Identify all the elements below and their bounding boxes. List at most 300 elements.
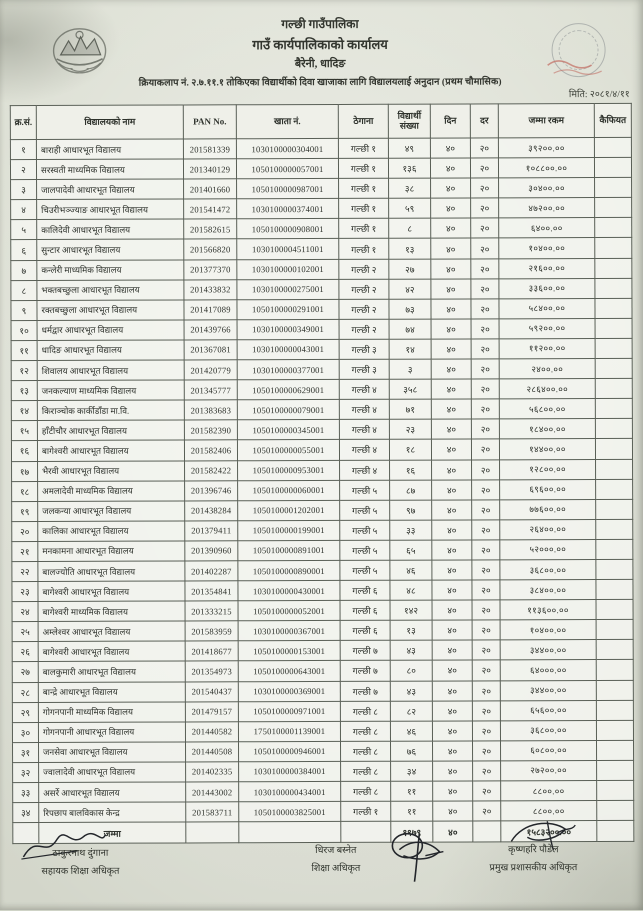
table-cell: २८६४००.००: [499, 379, 595, 399]
table-cell: २०: [472, 721, 500, 741]
table-cell: ३०: [12, 722, 38, 742]
table-cell: ८८००.००: [501, 801, 597, 821]
table-cell: बाराही आधारभूत विद्यालय: [36, 139, 183, 160]
table-cell: 201417089: [184, 300, 237, 320]
table-cell: धर्मद्वार आधारभूत विद्यालय: [37, 320, 184, 341]
table-cell: २६: [12, 642, 38, 662]
table-cell: ३३६००.००: [499, 278, 595, 298]
table-row: [11, 338, 632, 360]
table-cell: ८८००.००: [501, 781, 597, 801]
table-row: [13, 740, 634, 762]
table-cell: 201438284: [185, 500, 238, 520]
table-cell: 201439766: [184, 320, 237, 340]
column-header: क्र.सं.: [10, 105, 36, 139]
table-cell: ४०: [432, 560, 472, 580]
table-cell: 1050100000953001: [238, 460, 340, 480]
table-cell: ४०: [432, 600, 472, 620]
table-cell: [595, 258, 632, 278]
table-cell: 201418677: [185, 641, 238, 661]
table-cell: ४०: [431, 379, 471, 399]
table-cell: गल्छी ५: [340, 500, 390, 520]
table-row: [13, 780, 634, 802]
table-cell: जनकल्याण माध्यमिक विद्यालय: [37, 380, 184, 401]
table-cell: २०: [472, 741, 500, 761]
office-name: गाउँ कार्यपालिकाको कार्यालय: [252, 36, 388, 53]
table-cell: ४२: [389, 279, 431, 299]
table-cell: २७: [12, 662, 38, 682]
table-cell: 201396746: [185, 480, 238, 500]
table-cell: [596, 640, 633, 660]
table-cell: १३६: [388, 158, 430, 178]
table-cell: गल्छी २: [339, 279, 389, 299]
table-cell: 201540437: [185, 681, 238, 701]
table-cell: अमलादेवी माध्यमिक विद्यालय: [38, 481, 185, 502]
table-cell: [595, 379, 632, 399]
table-cell: जनसेवा आधारभूत विद्यालय: [39, 742, 186, 763]
column-header: कैफियत: [594, 103, 631, 137]
table-cell: गोगनपानी माध्यमिक विद्यालय: [38, 702, 185, 723]
table-cell: ४०: [431, 178, 471, 198]
table-cell: ६९६००.००: [500, 479, 596, 499]
table-cell: ४०: [432, 580, 472, 600]
table-cell: ३: [389, 359, 431, 379]
table-row: [11, 258, 632, 280]
table-cell: गल्छी ४: [339, 440, 389, 460]
table-cell: 201354973: [185, 661, 238, 681]
table-cell: ४६: [390, 560, 432, 580]
column-header: जम्मा रकम: [498, 104, 594, 138]
table-cell: गोगनपानी आधारभूत विद्यालय: [38, 722, 185, 743]
table-cell: 201367081: [184, 340, 237, 360]
table-cell: [597, 780, 634, 800]
table-cell: २४: [12, 602, 38, 622]
table-cell: २०: [472, 500, 500, 520]
total-amount: १५८३२००.००: [501, 821, 597, 842]
table-cell: गल्छी ५: [340, 560, 390, 580]
table-cell: २०: [472, 640, 500, 660]
table-cell: गल्छी १: [339, 219, 389, 239]
municipality-name: गल्छी गाउँपालिका: [281, 16, 359, 32]
table-cell: गल्छी १: [339, 178, 389, 198]
table-cell: गल्छी १: [338, 138, 388, 158]
table-cell: कालिदेवी आधारभूत विद्यालय: [37, 219, 184, 240]
table-cell: ४०: [432, 660, 472, 680]
table-row: [12, 600, 633, 622]
table-cell: बागेश्वरी आधारभूत विद्यालय: [37, 440, 184, 461]
table-cell: गल्छी ५: [340, 480, 390, 500]
table-row: [12, 459, 633, 481]
office-address: बैरेनी, धादिङ: [294, 57, 346, 70]
column-header: ठेगाना: [338, 104, 388, 138]
table-cell: 201582406: [184, 440, 237, 460]
table-cell: 1030100000374001: [237, 199, 339, 219]
table-cell: १३: [389, 239, 431, 259]
table-cell: 201582615: [184, 219, 237, 239]
table-cell: [596, 600, 633, 620]
table-cell: [595, 439, 632, 459]
table-cell: १४: [389, 339, 431, 359]
table-cell: २३: [12, 582, 38, 602]
table-cell: १३: [11, 381, 37, 401]
table-row: [11, 318, 632, 340]
table-cell: गल्छी ८: [341, 761, 391, 781]
table-cell: ४०: [432, 540, 472, 560]
table-cell: [595, 218, 632, 238]
table-cell: २: [10, 160, 36, 180]
table-cell: गल्छी ६: [340, 580, 390, 600]
table-cell: २०: [472, 580, 500, 600]
activity-title: क्रियाकलाप नं. २.७.११.१ तोकिएका विद्यार्थीको दिवा खाजाका लागि विद्यालयलाई अनुदान (प्रथम चौमासिक): [138, 77, 502, 90]
table-cell: ४०: [431, 439, 471, 459]
signatory-right: [489, 845, 577, 875]
table-cell: २०: [472, 680, 500, 700]
org-header: [0, 17, 642, 91]
table-cell: २०: [472, 660, 500, 680]
table-cell: २०: [471, 379, 499, 399]
table-cell: [595, 298, 632, 318]
table-cell: [595, 178, 632, 198]
table-cell: 201582422: [185, 460, 238, 480]
table-cell: [596, 720, 633, 740]
table-cell: ३६८००.००: [500, 560, 596, 580]
table-cell: रक्तबच्छुला आधारभूत विद्यालय: [37, 300, 184, 321]
table-cell: ५२०००.००: [500, 539, 596, 559]
table-cell: ९७: [390, 500, 432, 520]
table-cell: गल्छी ८: [340, 721, 390, 741]
table-cell: 1030100000304001: [236, 138, 338, 158]
table-cell: ७४: [389, 319, 431, 339]
table-cell: ४०: [432, 681, 472, 701]
table-cell: 1050100000153001: [238, 641, 340, 661]
table-cell: २४००.००: [499, 359, 595, 379]
table-cell: ११२००.००: [499, 338, 595, 358]
table-cell: २६४००.००: [500, 519, 596, 539]
table-cell: गल्छी १: [338, 158, 388, 178]
table-cell: ३९२००.००: [498, 138, 594, 158]
table-cell: 201340129: [183, 159, 236, 179]
table-cell: गल्छी ८: [340, 741, 390, 761]
table-cell: 201479157: [185, 701, 238, 721]
table-cell: [596, 519, 633, 539]
table-cell: १६: [11, 441, 37, 461]
table-cell: 201583711: [186, 802, 239, 822]
table-row: [12, 519, 633, 541]
column-header: विद्यार्थी संख्या: [388, 104, 430, 138]
table-cell: 1050100000890001: [238, 560, 340, 580]
table-cell: धादिङ आधारभूत विद्यालय: [37, 340, 184, 361]
table-cell: २०: [471, 258, 499, 278]
table-cell: 1030100000434001: [239, 781, 341, 801]
table-row: [12, 720, 633, 742]
table-cell: १२८००.००: [500, 459, 596, 479]
table-cell: २०: [471, 439, 499, 459]
table-cell: ४०: [432, 701, 472, 721]
table-cell: २९: [12, 702, 38, 722]
table-cell: ३६८००.००: [500, 720, 596, 740]
signatory-middle: [311, 846, 360, 876]
table-cell: १६: [390, 460, 432, 480]
table-cell: [595, 358, 632, 378]
table-cell: ११: [11, 340, 37, 360]
table-cell: २०: [471, 339, 499, 359]
table-cell: गल्छी २: [339, 299, 389, 319]
table-cell: [595, 338, 632, 358]
table-cell: बागेश्वरी आधारभूत विद्यालय: [38, 641, 185, 662]
table-cell: [596, 620, 633, 640]
table-cell: २०: [473, 801, 501, 821]
table-cell: १२: [11, 361, 37, 381]
table-cell: 1050100000345001: [237, 420, 339, 440]
table-cell: [595, 278, 632, 298]
table-row: [12, 539, 633, 561]
table-cell: ३४: [391, 761, 433, 781]
table-cell: गल्छी २: [339, 259, 389, 279]
table-cell: ४०: [432, 480, 472, 500]
table-cell: कन्लेरी माध्यमिक विद्यालय: [37, 260, 184, 281]
table-cell: १८४००.००: [499, 419, 595, 439]
table-cell: 201333215: [185, 601, 238, 621]
table-cell: असर्रे आधारभूत विद्यालय: [39, 782, 186, 803]
table-cell: गल्छी ८: [341, 781, 391, 801]
table-cell: 201401660: [184, 179, 237, 199]
table-cell: ५: [11, 220, 37, 240]
signatory-left: [41, 849, 119, 879]
table-cell: ४०: [430, 138, 470, 158]
table-row: [11, 178, 632, 200]
table-cell: ५८४००.००: [499, 298, 595, 318]
table-cell: ११: [391, 781, 433, 801]
table-cell: 1030100000369001: [238, 681, 340, 701]
column-header: PAN No.: [183, 105, 236, 139]
signatory-name: धिरज बस्नेत: [315, 845, 357, 857]
table-cell: ११: [391, 801, 433, 821]
schools-table: [10, 103, 635, 844]
table-cell: १७: [12, 461, 38, 481]
table-cell: गल्छी ६: [340, 621, 390, 641]
table-cell: बागेश्वरी माध्यमिक विद्यालय: [38, 601, 185, 622]
table-row: [12, 559, 633, 581]
table-cell: ४०: [430, 158, 470, 178]
table-cell: गल्छी ६: [340, 600, 390, 620]
table-body: [10, 137, 633, 822]
table-cell: ३४: [13, 803, 39, 823]
table-cell: [594, 158, 631, 178]
table-cell: १४४००.००: [499, 439, 595, 459]
table-cell: ४०: [431, 339, 471, 359]
table-cell: गल्छी ४: [339, 399, 389, 419]
table-cell: २८: [12, 682, 38, 702]
table-cell: कालिका आधारभूत विद्यालय: [38, 521, 185, 542]
table-row: [11, 399, 632, 421]
table-cell: [595, 318, 632, 338]
table-cell: 1030100000377001: [237, 359, 339, 379]
table-cell: 1750100001139001: [238, 721, 340, 741]
table-cell: २०: [472, 600, 500, 620]
table-cell: २०: [470, 138, 498, 158]
table-cell: १०: [11, 320, 37, 340]
table-cell: ४७२००.००: [499, 198, 595, 218]
table-cell: ३०४००.००: [499, 178, 595, 198]
table-cell: ४०: [431, 259, 471, 279]
table-cell: ४३: [390, 640, 432, 660]
table-cell: भक्तबच्छुला आधारभूत विद्यालय: [37, 280, 184, 301]
table-cell: ४०: [433, 761, 473, 781]
table-cell: १: [10, 139, 36, 159]
table-row: [12, 680, 633, 702]
table-cell: ६०८००.००: [500, 740, 596, 760]
table-row: [11, 198, 632, 220]
table-cell: २०: [473, 761, 501, 781]
table-cell: मनकामना आधारभूत विद्यालय: [38, 541, 185, 562]
table-cell: ७६: [390, 741, 432, 761]
column-header: विद्यालयको नाम: [36, 105, 183, 140]
table-cell: 201354841: [185, 581, 238, 601]
table-cell: 201582390: [184, 420, 237, 440]
table-cell: गल्छी १: [339, 239, 389, 259]
table-cell: 201433832: [184, 279, 237, 299]
table-cell: [596, 499, 633, 519]
table-cell: २१६००.००: [499, 258, 595, 278]
table-cell: ४०: [431, 319, 471, 339]
table-cell: रिपछाप बालविकास केन्द्र: [39, 802, 186, 823]
table-cell: [596, 479, 633, 499]
table-cell: ४३: [390, 681, 432, 701]
table-cell: ११३६००.००: [500, 600, 596, 620]
table-cell: [186, 822, 239, 843]
table-cell: ८: [389, 218, 431, 238]
table-cell: 1030100000275001: [237, 279, 339, 299]
table-row: [12, 579, 633, 601]
table-cell: 201440582: [185, 722, 238, 742]
table-cell: 201379411: [185, 521, 238, 541]
total-days: ४०: [433, 821, 473, 842]
table-cell: हाँटीचौर आधारभूत विद्यालय: [37, 420, 184, 441]
table-cell: ३५८: [389, 379, 431, 399]
table-cell: [595, 198, 632, 218]
table-cell: ४०: [431, 238, 471, 258]
table-cell: गल्छी ८: [340, 701, 390, 721]
table-cell: २०: [470, 158, 498, 178]
table-cell: ७: [11, 260, 37, 280]
table-cell: १३: [390, 620, 432, 640]
table-cell: [595, 419, 632, 439]
table-row: [11, 278, 632, 300]
table-cell: 201583959: [185, 621, 238, 641]
table-cell: ४०: [431, 399, 471, 419]
table-cell: ४०: [433, 781, 473, 801]
table-cell: बान्द्रे आधारभूत विद्यालय: [38, 682, 185, 703]
table-cell: ४६: [390, 721, 432, 741]
table-cell: २३: [389, 419, 431, 439]
table-cell: ८७: [390, 480, 432, 500]
table-cell: ज्वालादेवी आधारभूत विद्यालय: [39, 762, 186, 783]
table-cell: [596, 559, 633, 579]
table-cell: २०: [471, 238, 499, 258]
table-cell: १४: [11, 401, 37, 421]
signatory-title: प्रमुख प्रशासकीय अधिकृत: [489, 863, 578, 874]
table-cell: सरस्वती माध्यमिक विद्यालय: [36, 159, 183, 180]
table-cell: ३८: [389, 178, 431, 198]
table-cell: २०: [472, 520, 500, 540]
table-cell: ६: [11, 240, 37, 260]
table-row: [11, 439, 632, 461]
table-cell: २७२००.००: [501, 760, 597, 780]
table-cell: ६४०००.००: [500, 660, 596, 680]
table-cell: 1050100000971001: [238, 701, 340, 721]
table-cell: ४०: [432, 640, 472, 660]
table-cell: २२: [12, 561, 38, 581]
table-cell: २०: [471, 359, 499, 379]
table-cell: ४०: [432, 721, 472, 741]
signatory-title: शिक्षा अधिकृत: [311, 864, 361, 875]
table-cell: २०: [472, 479, 500, 499]
table-cell: 201541472: [184, 199, 237, 219]
table-cell: ४०: [432, 741, 472, 761]
table-cell: भैरवी आधारभूत विद्यालय: [38, 460, 185, 481]
table-cell: २५: [12, 622, 38, 642]
table-cell: ७७६००.००: [500, 499, 596, 519]
table-row: [10, 158, 631, 180]
table-row: [11, 218, 632, 240]
table-cell: [594, 137, 631, 157]
table-cell: २०: [471, 198, 499, 218]
table-cell: अम्लेश्वर आधारभूत विद्यालय: [38, 621, 185, 642]
table-cell: २१: [12, 541, 38, 561]
table-cell: बागेश्वरी आधारभूत विद्यालय: [38, 581, 185, 602]
table-cell: ३४४००.००: [500, 680, 596, 700]
column-header: दिन: [430, 104, 470, 138]
table-cell: [596, 740, 633, 760]
table-cell: गल्छी ५: [340, 540, 390, 560]
table-row: [12, 499, 633, 521]
table-cell: शिवालय आधारभूत विद्यालय: [37, 360, 184, 381]
total-label: जम्मा: [39, 822, 186, 844]
table-cell: ४०: [431, 198, 471, 218]
table-cell: 201440508: [186, 742, 239, 762]
table-cell: [596, 700, 633, 720]
table-cell: गल्छी १: [341, 801, 391, 821]
table-cell: 1050100001202001: [238, 500, 340, 520]
table-cell: ६४००.००: [499, 218, 595, 238]
table-cell: ४०: [431, 299, 471, 319]
table-cell: 1050100000079001: [237, 400, 339, 420]
table-cell: [596, 680, 633, 700]
table-cell: बालज्योति आधारभूत विद्यालय: [38, 561, 185, 582]
table-row: [12, 640, 633, 662]
table-cell: 201345777: [184, 380, 237, 400]
table-row: [10, 137, 631, 159]
table-cell: 1050100000987001: [237, 179, 339, 199]
table-cell: 201420779: [184, 360, 237, 380]
table-cell: ८०: [390, 661, 432, 681]
table-cell: १८: [389, 440, 431, 460]
table-cell: २०: [471, 419, 499, 439]
table-cell: २०: [472, 560, 500, 580]
table-row: [11, 358, 632, 380]
table-row: [11, 238, 632, 260]
table-row: [12, 479, 633, 501]
table-cell: १०४००.००: [499, 238, 595, 258]
table-cell: [473, 821, 501, 842]
table-cell: [596, 539, 633, 559]
table-row: [12, 660, 633, 682]
table-row: [12, 700, 633, 722]
table-cell: 1030100000349001: [237, 319, 339, 339]
table-cell: 201402335: [186, 762, 239, 782]
table-cell: 201443002: [186, 782, 239, 802]
table-cell: ३३: [13, 782, 39, 802]
table-cell: २०: [471, 399, 499, 419]
